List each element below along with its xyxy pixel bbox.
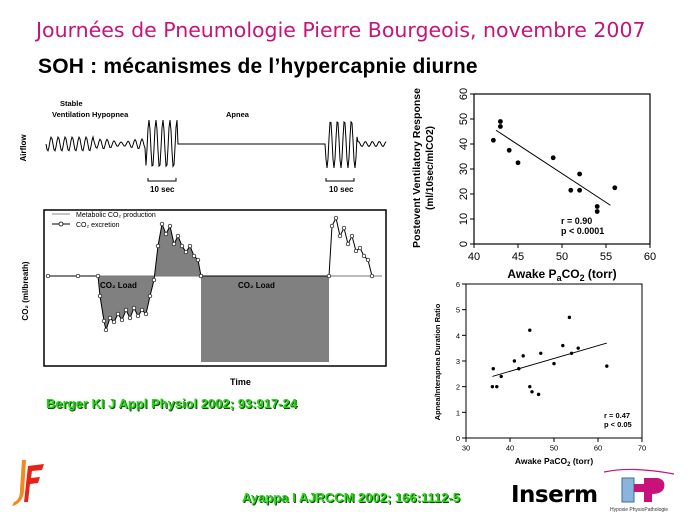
co2-marker <box>102 319 106 323</box>
data-point <box>552 362 555 365</box>
conference-title: Journées de Pneumologie Pierre Bourgeois, novembre 2007 <box>36 18 646 42</box>
co2-load-label-1: CO₂ Load <box>100 281 137 290</box>
chart2-annotation-r: r = 0.47 <box>604 411 631 420</box>
legend-metabolic: Metabolic CO₂ production <box>76 212 156 219</box>
co2-marker <box>342 226 346 230</box>
co2-marker <box>164 232 168 236</box>
data-point <box>491 385 494 388</box>
chart1-xlabel: Awake $P_aCO_2$ (torr) <box>507 267 617 283</box>
co2-marker <box>362 254 366 258</box>
y-tick-label: 50 <box>458 112 470 126</box>
airflow-co2-figure <box>18 96 392 392</box>
y-tick-label: 2 <box>455 382 460 392</box>
y-tick-label: 3 <box>455 357 460 366</box>
data-point <box>528 329 531 332</box>
data-point <box>612 185 617 190</box>
co2-marker <box>156 244 160 248</box>
y-tick-label: 10 <box>458 212 470 226</box>
x-tick-label: 60 <box>593 443 603 453</box>
chart2-regression-line <box>492 343 606 376</box>
hpp-logo-h-bar <box>634 484 644 492</box>
data-point <box>605 364 608 367</box>
data-point <box>595 209 600 214</box>
co2-marker <box>176 234 180 238</box>
co2-marker <box>330 224 334 228</box>
y-tick-label: 0 <box>455 434 460 443</box>
airflow-trace <box>46 120 386 168</box>
co2-marker <box>180 244 184 248</box>
chart1-annotation-r: r = 0.90 <box>561 216 593 226</box>
y-tick-label: 5 <box>455 305 460 315</box>
phase-label-stable: Stable <box>60 99 83 108</box>
co2-marker <box>128 316 132 320</box>
y-tick-label: 40 <box>458 137 470 151</box>
hpp-logo-text: Hypoxie PhysioPathologie <box>609 507 669 513</box>
co2-marker <box>168 224 172 228</box>
data-point <box>568 188 573 193</box>
co2-marker <box>132 306 136 310</box>
co2-marker <box>46 274 50 278</box>
co2-marker <box>112 320 116 324</box>
data-point <box>561 344 564 347</box>
x-tick-label: 30 <box>461 443 471 453</box>
data-point <box>498 119 503 124</box>
chart-ventilatory-response <box>406 84 668 284</box>
co2-marker <box>140 308 144 312</box>
chart1-regression-line <box>496 130 610 205</box>
jp-logo-p <box>24 464 44 502</box>
hpp-logo-arc <box>604 469 674 474</box>
chart2-ylabel: Apnea/Interapnea Duration Ratio <box>433 303 442 421</box>
co2-marker <box>192 254 196 258</box>
data-point <box>491 138 496 143</box>
co2-marker <box>136 314 140 318</box>
co2-load-area-1 <box>98 224 201 330</box>
x-tick-label: 50 <box>549 443 559 453</box>
co2-marker <box>148 294 152 298</box>
time-axis-label: Time <box>230 377 251 387</box>
scale-label-1: 10 sec <box>150 185 175 194</box>
phase-label-apnea: Apnea <box>226 110 249 119</box>
data-point <box>507 148 512 153</box>
scale-bar-2 <box>326 178 354 181</box>
co2-marker <box>199 274 203 278</box>
data-point <box>539 352 542 355</box>
data-point <box>516 160 521 165</box>
y-tick-label: 1 <box>455 408 460 418</box>
legend-marker-excretion <box>59 222 63 226</box>
chart1-annotation-p: p < 0.0001 <box>561 226 605 236</box>
co2-marker <box>144 312 148 316</box>
co2-marker <box>370 274 374 278</box>
co2-marker <box>334 216 338 220</box>
data-point <box>577 172 582 177</box>
x-tick-label: 40 <box>505 443 515 453</box>
chart-apnea-ratio <box>426 280 668 470</box>
hpp-logo-p <box>644 478 664 502</box>
co2-marker <box>338 234 342 238</box>
jp-logo-j <box>12 460 26 506</box>
co2-marker <box>96 274 100 278</box>
co2-marker <box>152 278 156 282</box>
data-point <box>528 385 531 388</box>
data-point <box>577 188 582 193</box>
phase-label-ventilation: Ventilation <box>52 110 90 119</box>
x-tick-label: 55 <box>599 251 613 263</box>
co2-marker <box>104 328 108 332</box>
co2-marker <box>188 244 192 248</box>
data-point <box>537 393 540 396</box>
scale-label-2: 10 sec <box>329 185 354 194</box>
chart1-ylabel-unit: (ml/10sec/mlCO2) <box>425 126 436 210</box>
airflow-axis-label: Airflow <box>19 134 28 162</box>
y-tick-label: 30 <box>458 162 470 176</box>
scale-bar-1 <box>148 178 176 181</box>
co2-marker <box>172 242 176 246</box>
co2-load-label-2: CO₂ Load <box>238 281 275 290</box>
data-point <box>595 204 600 209</box>
chart1-ylabel: Postevent Ventilatory Response <box>411 88 423 248</box>
y-tick-label: 0 <box>458 240 470 248</box>
data-point <box>522 354 525 357</box>
co2-marker <box>196 258 200 262</box>
reference-berger: Berger KI J Appl Physiol 2002; 93:917-24 <box>46 396 297 411</box>
co2-marker <box>76 274 80 278</box>
slide-title: SOH : mécanismes de l’hypercapnie diurne <box>38 55 478 78</box>
x-tick-label: 40 <box>467 251 481 263</box>
co2-marker <box>358 246 362 250</box>
co2-marker <box>346 242 350 246</box>
y-tick-label: 20 <box>458 187 470 201</box>
co2-marker <box>120 318 124 322</box>
phase-label-hypopnea: Hypopnea <box>92 110 129 119</box>
data-point <box>568 316 571 319</box>
inserm-logo: Inserm <box>511 482 598 508</box>
co2-marker <box>116 312 120 316</box>
data-point <box>530 390 533 393</box>
co2-marker <box>184 250 188 254</box>
co2-axis-label: CO₂ (ml/breath) <box>21 261 30 321</box>
jp-logo <box>8 456 48 512</box>
data-point <box>577 346 580 349</box>
x-tick-label: 50 <box>555 251 569 263</box>
y-tick-label: 6 <box>455 280 460 289</box>
chart2-xlabel: Awake PaCO$_2$ (torr) <box>514 456 594 468</box>
data-point <box>495 385 498 388</box>
chart2-annotation-p: p < 0.05 <box>604 420 632 429</box>
co2-marker <box>366 258 370 262</box>
co2-marker <box>108 316 112 320</box>
hpp-logo <box>596 468 682 514</box>
co2-marker <box>160 222 164 226</box>
data-point <box>551 155 556 160</box>
hpp-logo-h <box>622 478 634 502</box>
co2-marker <box>124 308 128 312</box>
data-point <box>498 124 503 129</box>
co2-marker <box>354 249 358 253</box>
data-point <box>500 375 503 378</box>
x-tick-label: 60 <box>643 251 657 263</box>
y-tick-label: 4 <box>455 331 460 341</box>
co2-marker <box>350 234 354 238</box>
legend-excretion: CO₂ excretion <box>76 222 120 229</box>
co2-marker <box>98 294 102 298</box>
data-point <box>492 367 495 370</box>
y-tick-label: 60 <box>458 87 470 101</box>
data-point <box>513 359 516 362</box>
x-tick-label: 45 <box>511 251 525 263</box>
x-tick-label: 70 <box>637 443 647 453</box>
reference-ayappa: Ayappa I AJRCCM 2002; 166:1112-5 <box>242 490 460 505</box>
co2-marker <box>327 274 331 278</box>
